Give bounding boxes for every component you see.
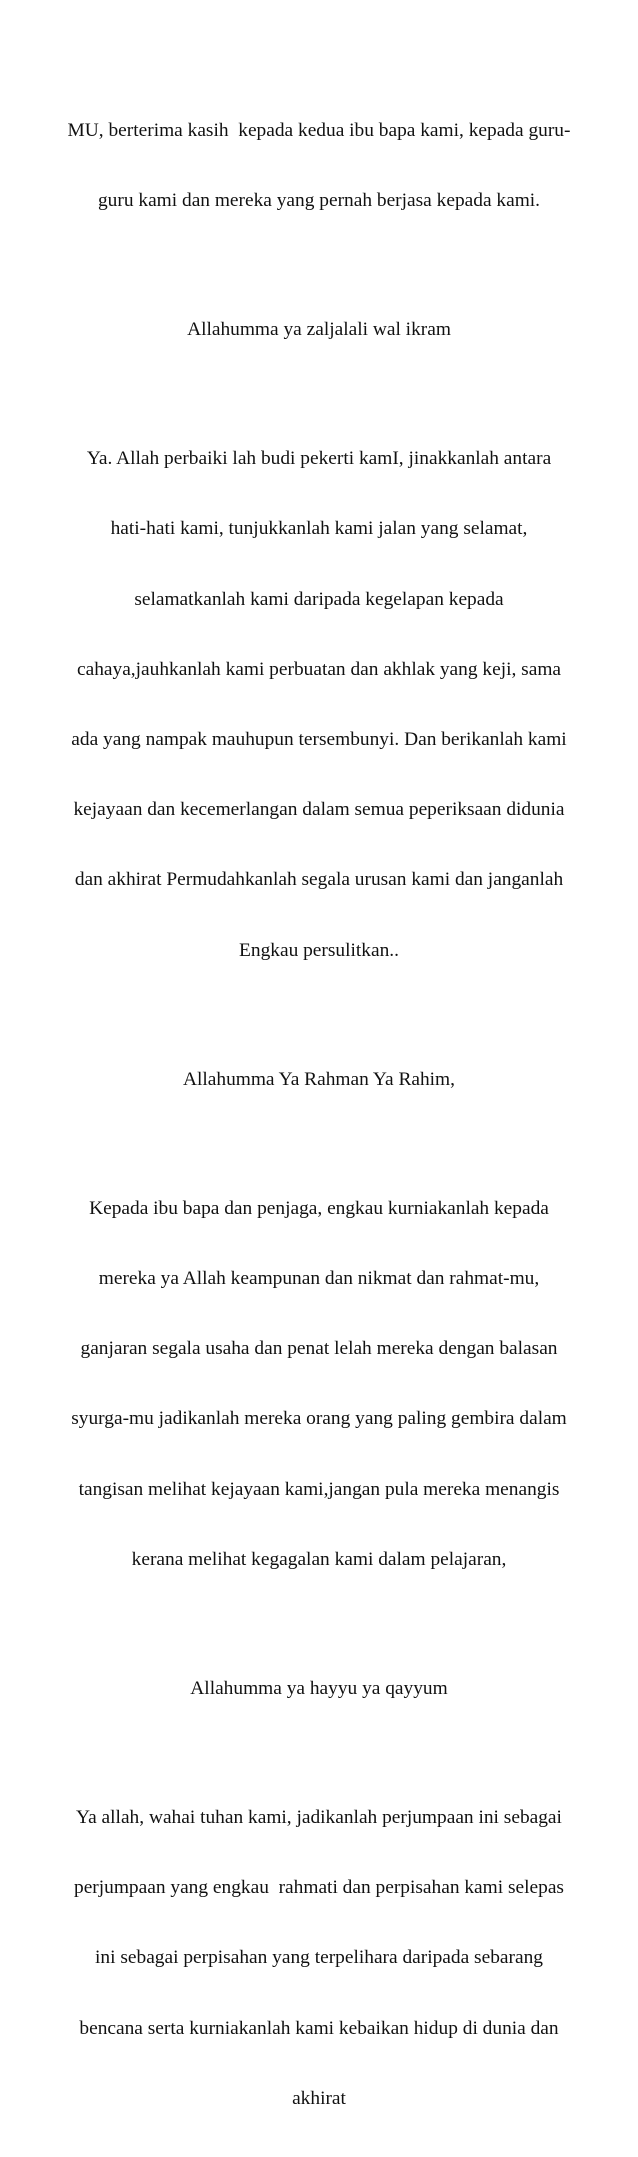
paragraph-parents [60,1150,578,1618]
invocation-heading [60,271,578,388]
text-line: cahaya,jauhkanlah kami perbuatan dan akhlak yang keji, sama [76,658,562,680]
text-line: Allahumma Ya Rahman Ya Rahim, [182,1068,455,1090]
paragraph-thanks [60,72,578,259]
text-line: mereka ya Allah keampunan dan nikmat dan rahmat-mu, [98,1267,540,1289]
text-line: hati-hati kami, tunjukkanlah kami jalan yang selamat, [110,518,528,540]
text-line: tangisan melihat kejayaan kami,jangan pula mereka menangis [78,1478,560,1500]
invocation-heading [60,1021,578,1138]
text-line: kejayaan dan kecemerlangan dalam semua peperiksaan didunia [73,799,565,821]
text-line: bencana serta kurniakanlah kami kebaikan hidup di dunia dan [79,2017,559,2039]
text-line: Ya. Allah perbaiki lah budi pekerti kamI, jinakkanlah antara [86,448,552,470]
text-line: ganjaran segala usaha dan penat lelah mereka dengan balasan [80,1338,558,1360]
paragraph-closing [60,1759,578,2157]
text-line: Kepada ibu bapa dan penjaga, engkau kurniakanlah kepada [89,1197,549,1219]
text-line: dan akhirat Permudahkanlah segala urusan kami dan janganlah [74,869,564,891]
text-line: akhirat [292,2087,346,2109]
text-line: syurga-mu jadikanlah mereka orang yang paling gembira dalam [71,1408,567,1430]
text-line: selamatkanlah kami daripada kegelapan kepada [134,588,504,610]
text-line: Engkau persulitkan.. [239,939,399,961]
text-line: perjumpaan yang engkau rahmati dan perpisahan kami selepas [74,1877,564,1899]
text-line: kerana melihat kegagalan kami dalam pelajaran, [131,1548,507,1570]
text-line: ada yang nampak mauhupun tersembunyi. Dan berikanlah kami [71,728,567,750]
text-line: MU, berterima kasih kepada kedua ibu bapa kami, kepada guru- [67,119,571,141]
text-line: guru kami dan mereka yang pernah berjasa kepada kami. [97,190,541,212]
text-line: Ya allah, wahai tuhan kami, jadikanlah perjumpaan ini sebagai [76,1806,562,1828]
text-line: Allahumma ya hayyu ya qayyum [190,1677,448,1699]
text-line: ini sebagai perpisahan yang terpelihara daripada sebarang [95,1947,543,1969]
invocation-heading [60,1630,578,1747]
text-line: Allahumma ya zaljalali wal ikram [187,319,451,341]
paragraph-character [60,400,578,1009]
